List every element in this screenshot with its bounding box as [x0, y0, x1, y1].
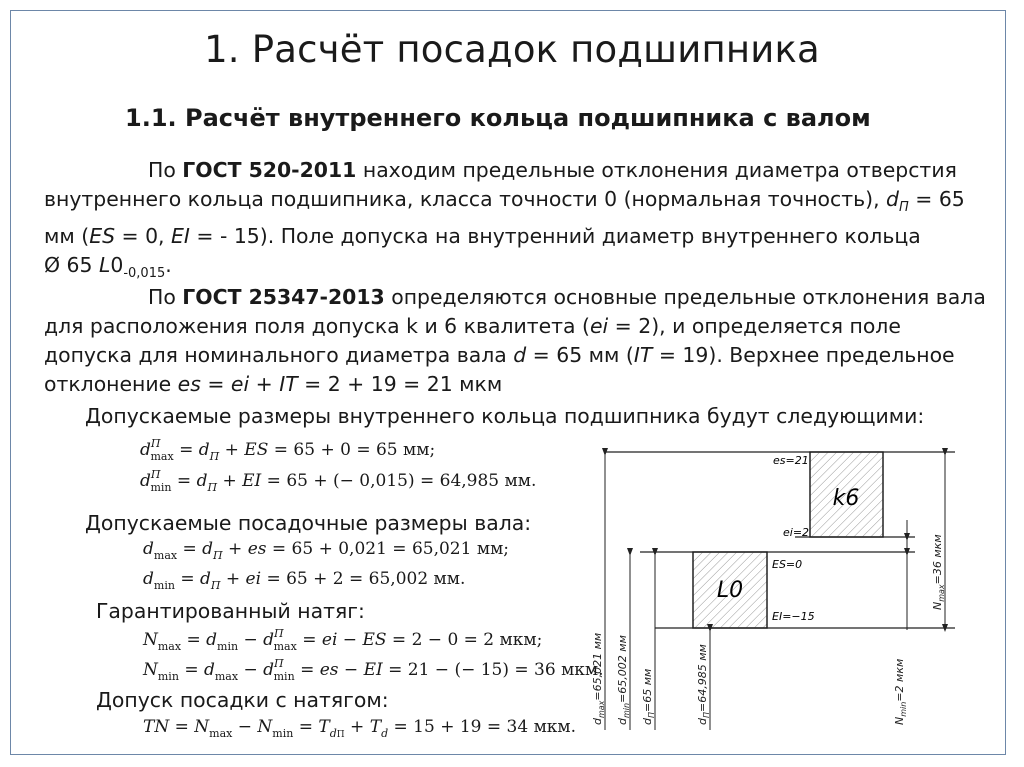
formula-shaft-max: $d_{max} = d_П$ + es = 65 + 0,021 = 65,021 мм; [143, 539, 510, 562]
paragraph-gost-25347: По ГОСТ 25347-2013 определяются основные предельные отклонения вала для расположения поля допуска k и 6 квалитета (ei = 2), и определяется поле допуска для номинального диаметра вала d = 65 мм (IT = 19). Верхнее предельное отклонение es = ei + IT = 2 + 19 = 21 мкм [44, 285, 986, 396]
shaft-sizes-heading: Допускаемые посадочные размеры вала: [85, 511, 532, 535]
paragraph-gost-520: По ГОСТ 520-2011 находим предельные отклонения диаметра отверстия внутреннего кольца подшипника, класса точности 0 (нормальная точность), $d_П = 65$ мм (ES = 0, EI = - 15). Поле допуска на внутренний диаметр внутреннего кольца Ø 65 $L0_{-0,015}$. [44, 158, 965, 282]
nmax-label: $N_{max}=36$ мкм [931, 534, 946, 610]
ei-label: ei=2 [783, 526, 810, 539]
formula-nmax: $N_{max} = d_{min} - d^П_{max}$ = ei − ES = 2 − 0 = 2 мкм; [143, 627, 543, 653]
l0-label: L0 [716, 578, 744, 603]
k6-label: k6 [832, 486, 860, 511]
ring-sizes-heading: Допускаемые размеры внутреннего кольца подшипника будут следующими: [85, 404, 925, 428]
tolerance-diagram [560, 440, 980, 740]
interference-heading: Гарантированный натяг: [96, 599, 365, 623]
dp-min-label: $d_П=64,985$ мм [696, 644, 711, 725]
formula-nmin: $N_{min} = d_{max} - d^П_{min}$ = es − EI = 21 − (− 15) = 36 мкм. [143, 657, 604, 683]
formula-ring-min: $d^П_{min} = d_П$ + EI = 65 + (− 0,015) = 64,985 мм. [140, 468, 537, 494]
formula-tn: TN = $N_{max} - N_{min} = T_{dП} + T_d = 15 + 19 = 34$ мкм. [143, 717, 577, 740]
EI-label: EI=−15 [772, 610, 815, 623]
dmax-label: $d_{max}=65,021$ мм [591, 632, 606, 725]
dmin-label: $d_{min}=65,002$ мм [616, 635, 631, 725]
nmin-label: $N_{min}=2$ мкм [893, 658, 908, 725]
es-label: es=21 [773, 454, 809, 467]
gost-25347-ref: ГОСТ 25347-2013 [182, 285, 385, 309]
dp-max-label: $d_П=65$ мм [641, 668, 656, 725]
gost-520-ref: ГОСТ 520-2011 [182, 158, 357, 182]
page-title: 1. Расчёт посадок подшипника [204, 28, 820, 71]
formula-ring-max: $d^П_{max} = d_П$ + ES = 65 + 0 = 65 мм; [140, 437, 436, 463]
section-subtitle: 1.1. Расчёт внутреннего кольца подшипника с валом [125, 104, 871, 132]
tolerance-heading: Допуск посадки с натягом: [96, 688, 389, 712]
formula-shaft-min: $d_{min} = d_П$ + ei = 65 + 2 = 65,002 мм. [143, 569, 466, 592]
ES-label: ES=0 [772, 558, 803, 571]
